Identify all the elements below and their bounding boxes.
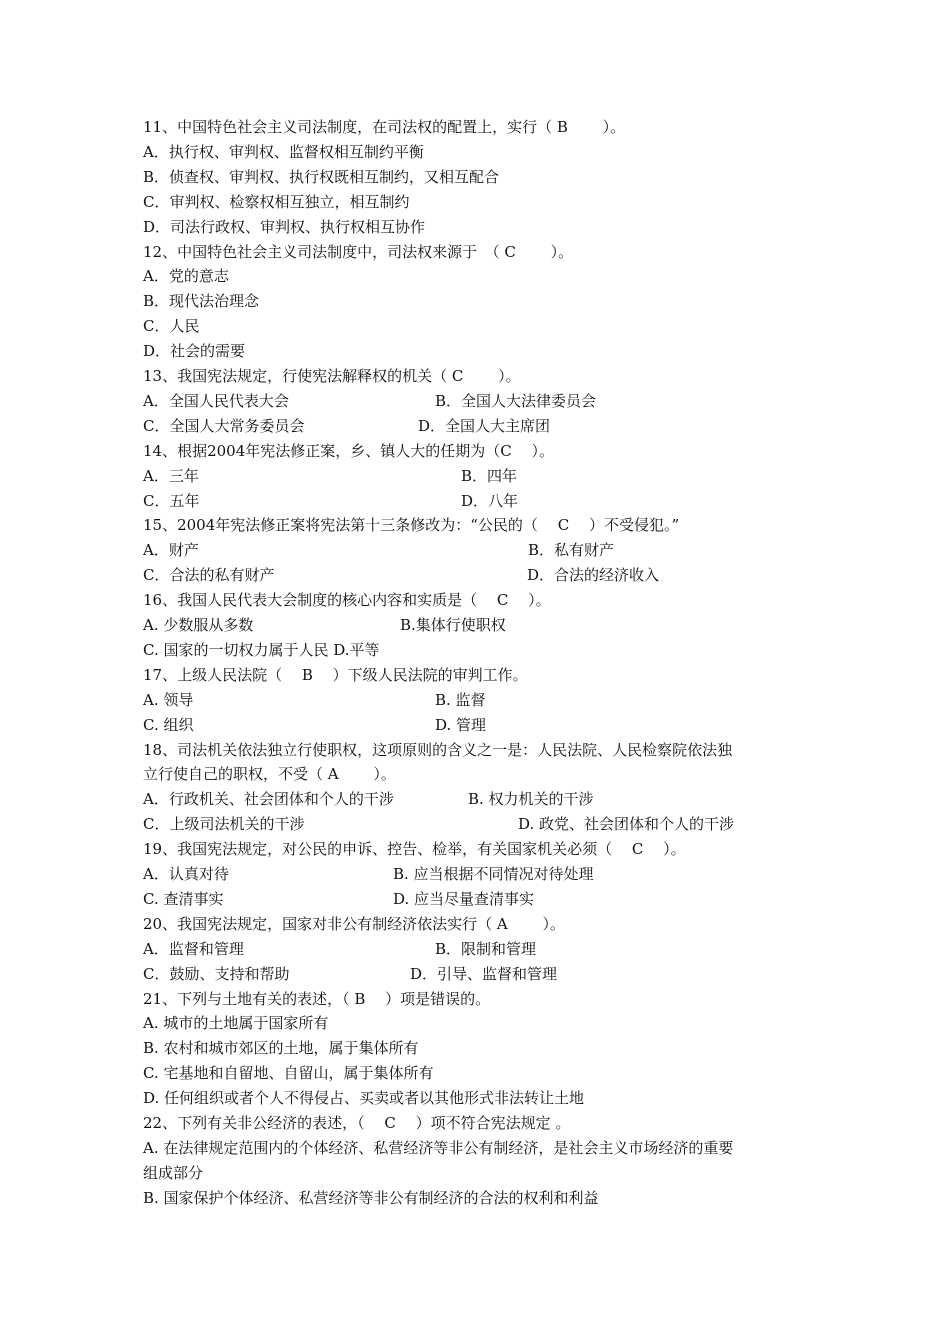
line-text: C．上级司法机关的干涉 [143, 815, 305, 834]
line-text: 立行使自己的职权，不受（ A ）。 [143, 765, 396, 784]
line-text: C. 组织 [143, 715, 194, 734]
option-line [143, 291, 823, 311]
line-text: 18、司法机关依法独立行使职权，这项原则的含义之一是：人民法院、人民检察院依法独 [143, 740, 733, 759]
line-text-second-column: D．引导、监督和管理 [410, 964, 558, 983]
line-text: B. 农村和城市郊区的土地，属于集体所有 [143, 1039, 419, 1058]
option-line [143, 266, 823, 286]
question-line [143, 366, 823, 386]
line-text-second-column: D．全国人大主席团 [418, 416, 551, 435]
line-text-second-column: D. 管理 [435, 715, 487, 734]
option-line [143, 341, 823, 361]
option-line [143, 1038, 823, 1058]
question-line [143, 989, 823, 1009]
line-text: C. 国家的一切权力属于人民 D.平等 [143, 640, 380, 659]
option-line [143, 864, 823, 884]
line-text-second-column: B. 权力机关的干涉 [468, 790, 594, 809]
line-text-second-column: B. 监督 [435, 690, 486, 709]
line-text: 14、根据2004年宪法修正案，乡、镇人大的任期为（C ）。 [143, 441, 555, 460]
line-text: C. 宅基地和自留地、自留山，属于集体所有 [143, 1064, 434, 1083]
question-line [143, 441, 823, 461]
line-text: A．监督和管理 [143, 939, 244, 958]
line-text-second-column: D．合法的经济收入 [527, 566, 660, 585]
option-line [143, 565, 823, 585]
option-line [143, 964, 823, 984]
line-text: C．合法的私有财产 [143, 566, 275, 585]
option-line [143, 1138, 823, 1158]
line-text-second-column: D. 应当尽量查清事实 [393, 889, 535, 908]
option-line [143, 391, 823, 411]
option-line [143, 466, 823, 486]
line-text: A．执行权、审判权、监督权相互制约平衡 [143, 142, 424, 161]
line-text: 12、中国特色社会主义司法制度中，司法权来源于 （ C ）。 [143, 242, 574, 261]
line-text: B. 国家保护个体经济、私营经济等非公有制经济的合法的权利和利益 [143, 1188, 599, 1207]
question-line [143, 117, 823, 137]
option-line [143, 217, 823, 237]
line-text: 11、中国特色社会主义司法制度，在司法权的配置上，实行（ B ）。 [143, 118, 626, 136]
question-line [143, 839, 823, 859]
question-line [143, 914, 823, 934]
line-text: A．行政机关、社会团体和个人的干涉 [143, 790, 394, 809]
line-text: 22、下列有关非公经济的表述，（ C ）项不符合宪法规定 。 [143, 1114, 571, 1132]
line-text: 15、2004年宪法修正案将宪法第十三条修改为：“公民的（ C ）不受侵犯。” [143, 516, 680, 535]
line-text: A．党的意志 [143, 267, 229, 286]
line-text: 17、上级人民法院（ B ）下级人民法院的审判工作。 [143, 665, 528, 684]
line-text: C．审判权、检察权相互独立，相互制约 [143, 192, 410, 211]
line-text: A．财产 [143, 541, 199, 560]
question-line [143, 515, 823, 535]
question-line [143, 764, 823, 784]
line-text: 组成部分 [143, 1163, 204, 1182]
option-line [143, 142, 823, 162]
line-text: A．三年 [143, 466, 199, 485]
line-text: 21、下列与土地有关的表述，（ B ）项是错误的。 [143, 989, 491, 1008]
line-text-second-column: D．八年 [461, 491, 519, 510]
line-text-second-column: B. 应当根据不同情况对待处理 [393, 865, 594, 883]
option-line [143, 715, 823, 735]
line-text: D．社会的需要 [143, 342, 246, 361]
line-text: A. 少数服从多数 [143, 616, 254, 634]
line-text: B．侦查权、审判权、执行权既相互制约，又相互配合 [143, 167, 500, 186]
option-line [143, 416, 823, 436]
line-text: A．全国人民代表大会 [143, 391, 289, 410]
line-text: B．现代法治理念 [143, 292, 260, 311]
question-line [143, 740, 823, 760]
option-line [143, 1188, 823, 1208]
line-text: C. 查清事实 [143, 889, 224, 908]
line-text-second-column: B．四年 [461, 466, 518, 485]
line-text: C．五年 [143, 491, 200, 510]
option-line [143, 1088, 823, 1108]
option-line [143, 789, 823, 809]
option-line [143, 192, 823, 212]
line-text: A. 城市的土地属于国家所有 [143, 1014, 329, 1033]
line-text-second-column: B.集体行使职权 [400, 616, 506, 634]
question-line [143, 665, 823, 685]
line-text: 13、我国宪法规定，行使宪法解释权的机关（ C ）。 [143, 367, 521, 385]
line-text: A. 在法律规定范围内的个体经济、私营经济等非公有制经济，是社会主义市场经济的重要 [143, 1138, 734, 1157]
option-line [143, 540, 823, 560]
option-line [143, 316, 823, 336]
line-text: D. 任何组织或者个人不得侵占、买卖或者以其他形式非法转让土地 [143, 1089, 585, 1108]
option-line [143, 1063, 823, 1083]
line-text: C．全国人大常务委员会 [143, 416, 305, 435]
option-line [143, 939, 823, 959]
line-text: A. 领导 [143, 690, 194, 709]
line-text: 19、我国宪法规定，对公民的申诉、控告、检举，有关国家机关必须（ C ）。 [143, 840, 686, 859]
question-line [143, 590, 823, 610]
line-text: C．人民 [143, 317, 200, 336]
line-text-second-column: B．限制和管理 [435, 939, 537, 958]
option-line [143, 889, 823, 909]
option-line [143, 1013, 823, 1033]
option-line [143, 690, 823, 710]
option-line [143, 814, 823, 834]
question-line [143, 242, 823, 262]
line-text-second-column: B．私有财产 [528, 541, 615, 560]
option-line [143, 167, 823, 187]
line-text: A．认真对待 [143, 865, 229, 883]
option-line [143, 491, 823, 511]
question-line [143, 1113, 823, 1133]
line-text: C．鼓励、支持和帮助 [143, 964, 290, 983]
option-line [143, 615, 823, 635]
line-text: 20、我国宪法规定，国家对非公有制经济依法实行（ A ）。 [143, 914, 565, 933]
line-text-second-column: D. 政党、社会团体和个人的干涉 [518, 815, 735, 834]
option-line [143, 640, 823, 660]
line-text-second-column: B．全国人大法律委员会 [435, 391, 597, 410]
line-text: 16、我国人民代表大会制度的核心内容和实质是（ C ）。 [143, 591, 551, 610]
line-text: D．司法行政权、审判权、执行权相互协作 [143, 217, 426, 236]
option-line [143, 1163, 823, 1183]
